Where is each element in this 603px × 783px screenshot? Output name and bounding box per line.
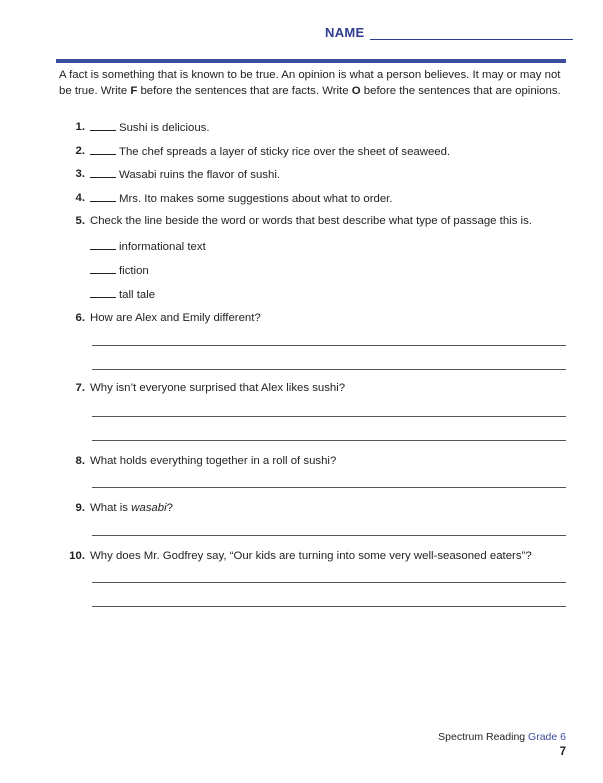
book-name: Spectrum Reading bbox=[438, 731, 529, 743]
question-number: 8. bbox=[75, 455, 85, 467]
option-informational bbox=[90, 238, 206, 254]
answer-line[interactable] bbox=[92, 582, 566, 583]
question-number: 4. bbox=[75, 192, 85, 204]
answer-line[interactable] bbox=[92, 369, 566, 370]
question-number: 7. bbox=[75, 382, 85, 394]
name-field[interactable] bbox=[370, 39, 573, 40]
question-number: 6. bbox=[75, 312, 85, 324]
question-text: Wasabi ruins the flavor of sushi. bbox=[119, 169, 281, 181]
name-label: NAME bbox=[325, 25, 365, 40]
option-label: fiction bbox=[119, 265, 149, 277]
answer-line[interactable] bbox=[92, 535, 566, 536]
question-term: wasabi bbox=[131, 502, 167, 514]
answer-line[interactable] bbox=[92, 416, 566, 417]
option-fiction bbox=[90, 262, 149, 278]
option-label: tall tale bbox=[119, 289, 156, 301]
page-number: 7 bbox=[559, 746, 566, 758]
option-tall-tale bbox=[90, 286, 155, 302]
option-check-blank[interactable] bbox=[90, 286, 116, 298]
opinion-letter: O bbox=[351, 84, 361, 97]
answer-line[interactable] bbox=[92, 440, 566, 441]
option-check-blank[interactable] bbox=[90, 238, 116, 250]
answer-blank[interactable] bbox=[90, 119, 116, 131]
option-label: informational text bbox=[119, 241, 206, 253]
question-text: Check the line beside the word or words that best describe what type of passage this is. bbox=[90, 215, 532, 227]
question-number: 3. bbox=[75, 168, 85, 180]
header-rule bbox=[56, 59, 566, 63]
answer-line[interactable] bbox=[92, 606, 566, 607]
question-text: ? bbox=[166, 502, 173, 514]
instructions-text: before the sentences that are facts. Write bbox=[137, 84, 352, 97]
question-text: How are Alex and Emily different? bbox=[90, 312, 261, 324]
option-check-blank[interactable] bbox=[90, 262, 116, 274]
footer-book-title bbox=[438, 731, 566, 743]
question-text: Mrs. Ito makes some suggestions about what to order. bbox=[119, 193, 393, 205]
question-number: 5. bbox=[75, 215, 85, 227]
instructions-text: A fact is something that is known to be true. An opinion is what a person believes. It may or may not be true. Write bbox=[59, 69, 561, 97]
fact-letter: F bbox=[130, 84, 138, 97]
answer-blank[interactable] bbox=[90, 166, 116, 178]
answer-blank[interactable] bbox=[90, 190, 116, 202]
question-text: Why does Mr. Godfrey say, “Our kids are turning into some very well-seasoned eaters”? bbox=[90, 550, 532, 562]
instructions-text: before the sentences that are opinions. bbox=[360, 84, 561, 97]
question-text: The chef spreads a layer of sticky rice over the sheet of seaweed. bbox=[119, 146, 451, 158]
question-text: What holds everything together in a roll of sushi? bbox=[90, 455, 337, 467]
grade-label: Grade 6 bbox=[528, 731, 566, 743]
answer-line[interactable] bbox=[92, 345, 566, 346]
answer-blank[interactable] bbox=[90, 143, 116, 155]
question-number: 9. bbox=[75, 502, 85, 514]
question-number: 10. bbox=[69, 550, 85, 562]
instructions bbox=[59, 68, 569, 99]
question-number: 2. bbox=[75, 145, 85, 157]
answer-line[interactable] bbox=[92, 487, 566, 488]
question-number: 1. bbox=[75, 121, 85, 133]
question-text: Why isn’t everyone surprised that Alex likes sushi? bbox=[90, 382, 346, 394]
question-text: Sushi is delicious. bbox=[119, 122, 210, 134]
question-text: What is bbox=[90, 502, 132, 514]
